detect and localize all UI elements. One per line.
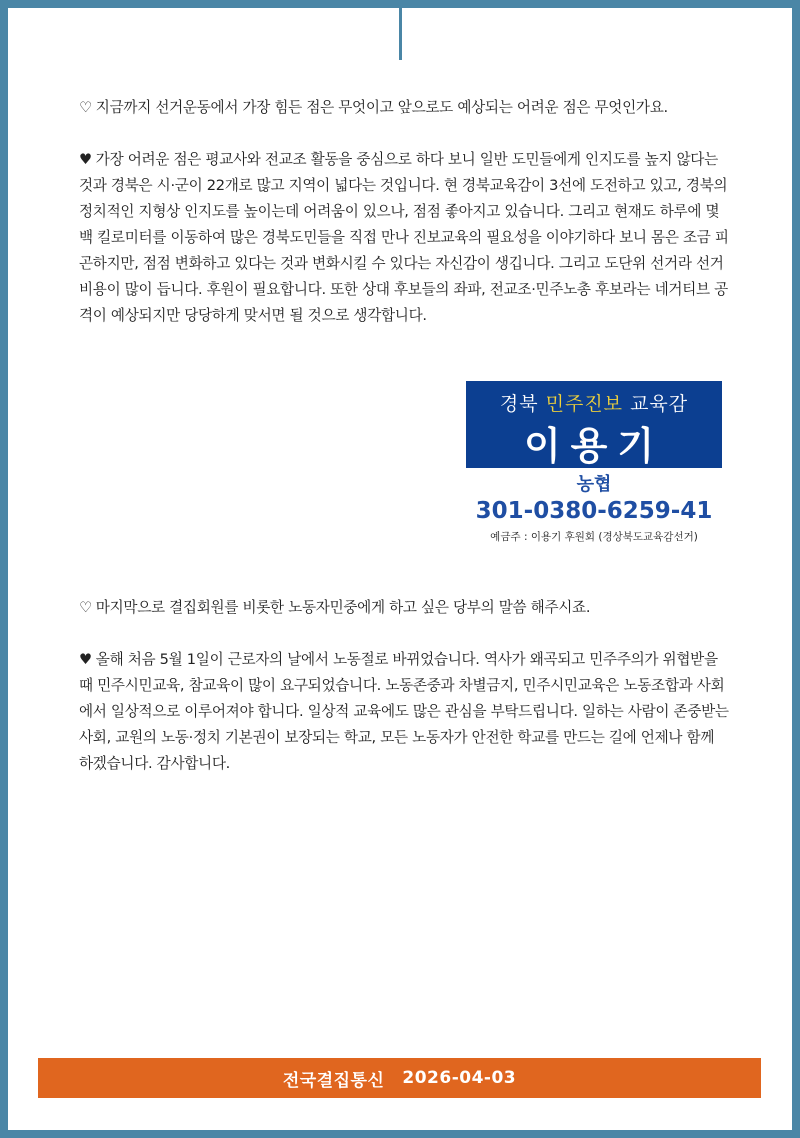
candidate-tagline (466, 389, 722, 416)
account-holder: 예금주 : 이용기 후원회 (경상북도교육감선거) (490, 531, 698, 543)
donation-advertisement (466, 381, 722, 544)
footer-bar (38, 1058, 761, 1098)
highlight-label: 민주진보 (545, 393, 624, 415)
question-1 (79, 95, 731, 121)
publication-date: 2026-04-03 (402, 1068, 517, 1088)
interview-block-2 (79, 595, 731, 777)
answer-1-text: 가장 어려운 점은 평교사와 전교조 활동을 중심으로 하다 보니 일반 도민들에게 인지도를 높지 않다는 것과 경북은 시·군이 22개로 많고 지역이 넓다는 것입니다. 현 경북교육감이 3선에 도전하고 있고, 경북의 정치적인 지형상 인지도를 높이는데 어려움이 있으나, 점점 좋아지고 있습니다. 그리고 현재도 하루에 몇백 킬로미터를 이동하여 많은 경북도민들을 직접 만나 진보교육의 필요성을 이야기하다 보니 몸은 조금 피곤하지만, 점점 변화하고 있다는 것과 변화시킬 수 있다는 자신감이 생깁니다. 그리고 도단위 선거라 선거 비용이 많이 듭니다. 후원이 필요합니다. 또한 상대 후보들의 좌파, 전교조·민주노총 후보라는 네거티브 공격이 예상되지만 당당하게 맞서면 될 것으로 생각합니다. (79, 151, 729, 324)
bank-name: 농협 (576, 474, 612, 495)
question-2-text: 마지막으로 결집회원를 비롯한 노동자민중에게 하고 싶은 당부의 말씀 해주시죠. (95, 599, 591, 616)
interview-block-1 (79, 95, 731, 329)
page (8, 8, 792, 1130)
answer-2 (79, 647, 731, 777)
question-2 (79, 595, 731, 621)
heart-filled-icon: ♥ (79, 151, 92, 168)
account-number: 301-0380-6259-41 (475, 498, 713, 524)
heart-outline-icon: ♡ (79, 99, 92, 116)
region-label: 경북 (499, 393, 539, 415)
answer-2-text: 올해 처음 5월 1일이 근로자의 날에서 노동절로 바뀌었습니다. 역사가 왜곡되고 민주주의가 위협받을 때 민주시민교육, 참교육이 많이 요구되었습니다. 노동존중과 차별금지, 민주시민교육은 노동조합과 사회에서 일상적으로 이루어져야 합니다. 일상적 교육에도 많은 관심을 부탁드립니다. 일하는 사람이 존중받는 사회, 교원의 노동·정치 기본권이 보장되는 학교, 모든 노동자가 안전한 학교를 만드는 길에 언제나 함께 하겠습니다. 감사합니다. (79, 651, 729, 772)
heart-filled-icon: ♥ (79, 651, 92, 668)
candidate-name: 이용기 (523, 424, 665, 468)
answer-1 (79, 147, 731, 329)
question-1-text: 지금까지 선거운동에서 가장 힘든 점은 무엇이고 앞으로도 예상되는 어려운 점은 무엇인가요. (95, 99, 668, 116)
heart-outline-icon: ♡ (79, 599, 92, 616)
top-divider-line (399, 8, 402, 60)
office-label: 교육감 (630, 393, 689, 415)
publication-name: 전국결집통신 (282, 1070, 385, 1091)
candidate-banner (466, 381, 722, 468)
